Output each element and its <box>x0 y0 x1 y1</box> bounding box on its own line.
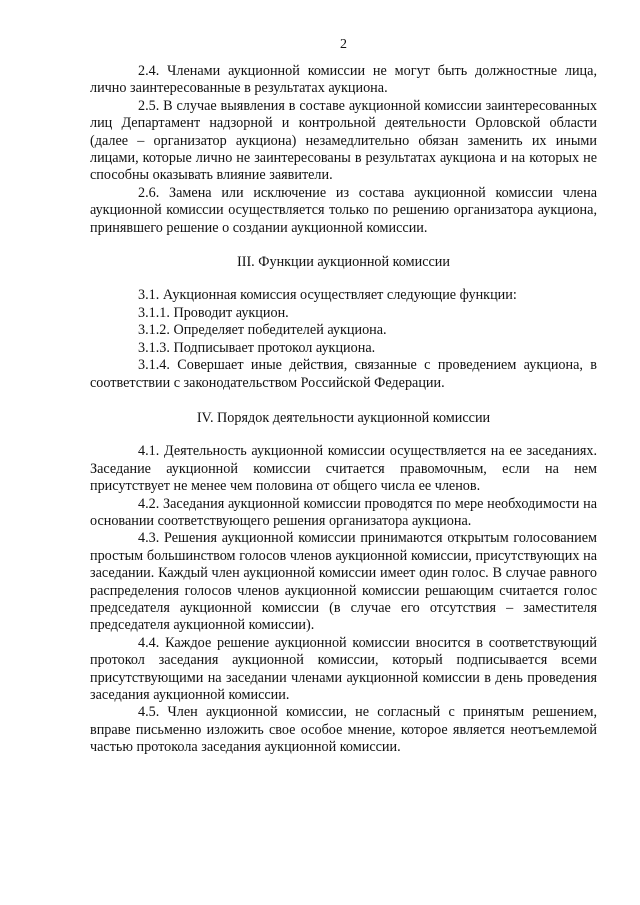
paragraph-2-5: 2.5. В случае выявления в составе аукционной комиссии заинтересованных лиц Департамент надзорной и контрольной деятельности Орловской области (далее – организатор аукциона) незамедлительно обязан заменить их иными лицами, которые лично не заинтересованы в результатах аукциона и на которых не способны оказывать влияние заявители. <box>90 97 597 184</box>
document-page <box>90 0 597 905</box>
paragraph-4-1: 4.1. Деятельность аукционной комиссии осуществляется на ее заседаниях. Заседание аукционной комиссии считается правомочным, если на нем присутствует не менее чем половина от общего числа ее членов. <box>90 443 597 495</box>
paragraph-3-1-3: 3.1.3. Подписывает протокол аукциона. <box>138 339 376 356</box>
document-body <box>90 63 597 757</box>
paragraph-4-3: 4.3. Решения аукционной комиссии принимаются открытым голосованием простым большинством голосов членов аукционной комиссии, присутствующих на заседании. Каждый член аукционной комиссии имеет один голос. В случае равного распределения голосов членов аукционной комиссии решающим считается голос председателя аукционной комиссии (в случае его отсутствия – заместителя председателя аукционной комиссии). <box>90 530 597 634</box>
paragraph-4-4: 4.4. Каждое решение аукционной комиссии вносится в соответствующий протокол заседания аукционной комиссии, который подписывается всеми присутствующими на заседании членами аукционной комиссии в день проведения заседания аукционной комиссии. <box>90 634 597 703</box>
paragraph-3-1: 3.1. Аукционная комиссия осуществляет следующие функции: <box>138 287 517 304</box>
paragraph-4-2: 4.2. Заседания аукционной комиссии проводятся по мере необходимости на основании соответствующего решения организатора аукциона. <box>90 495 597 529</box>
paragraph-3-1-4: 3.1.4. Совершает иные действия, связанные с проведением аукциона, в соответствии с законодательством Российской Федерации. <box>90 357 597 391</box>
paragraph-3-1-2: 3.1.2. Определяет победителей аукциона. <box>138 322 387 339</box>
page-number: 2 <box>340 37 347 52</box>
section-heading-iv: IV. Порядок деятельности аукционной комиссии <box>196 409 491 426</box>
paragraph-4-5: 4.5. Член аукционной комиссии, не согласный с принятым решением, вправе письменно изложить свое особое мнение, которое является неотъемлемой частью протокола заседания аукционной комиссии. <box>90 704 597 756</box>
paragraph-3-1-1: 3.1.1. Проводит аукцион. <box>138 304 289 321</box>
paragraph-2-4: 2.4. Членами аукционной комиссии не могут быть должностные лица, лично заинтересованные в результатах аукциона. <box>90 63 597 97</box>
section-heading-iii: III. Функции аукционной комиссии <box>237 254 450 271</box>
paragraph-2-6: 2.6. Замена или исключение из состава аукционной комиссии члена аукционной комиссии осуществляется только по решению организатора аукциона, принявшего решение о создании аукционной комиссии. <box>90 184 597 236</box>
